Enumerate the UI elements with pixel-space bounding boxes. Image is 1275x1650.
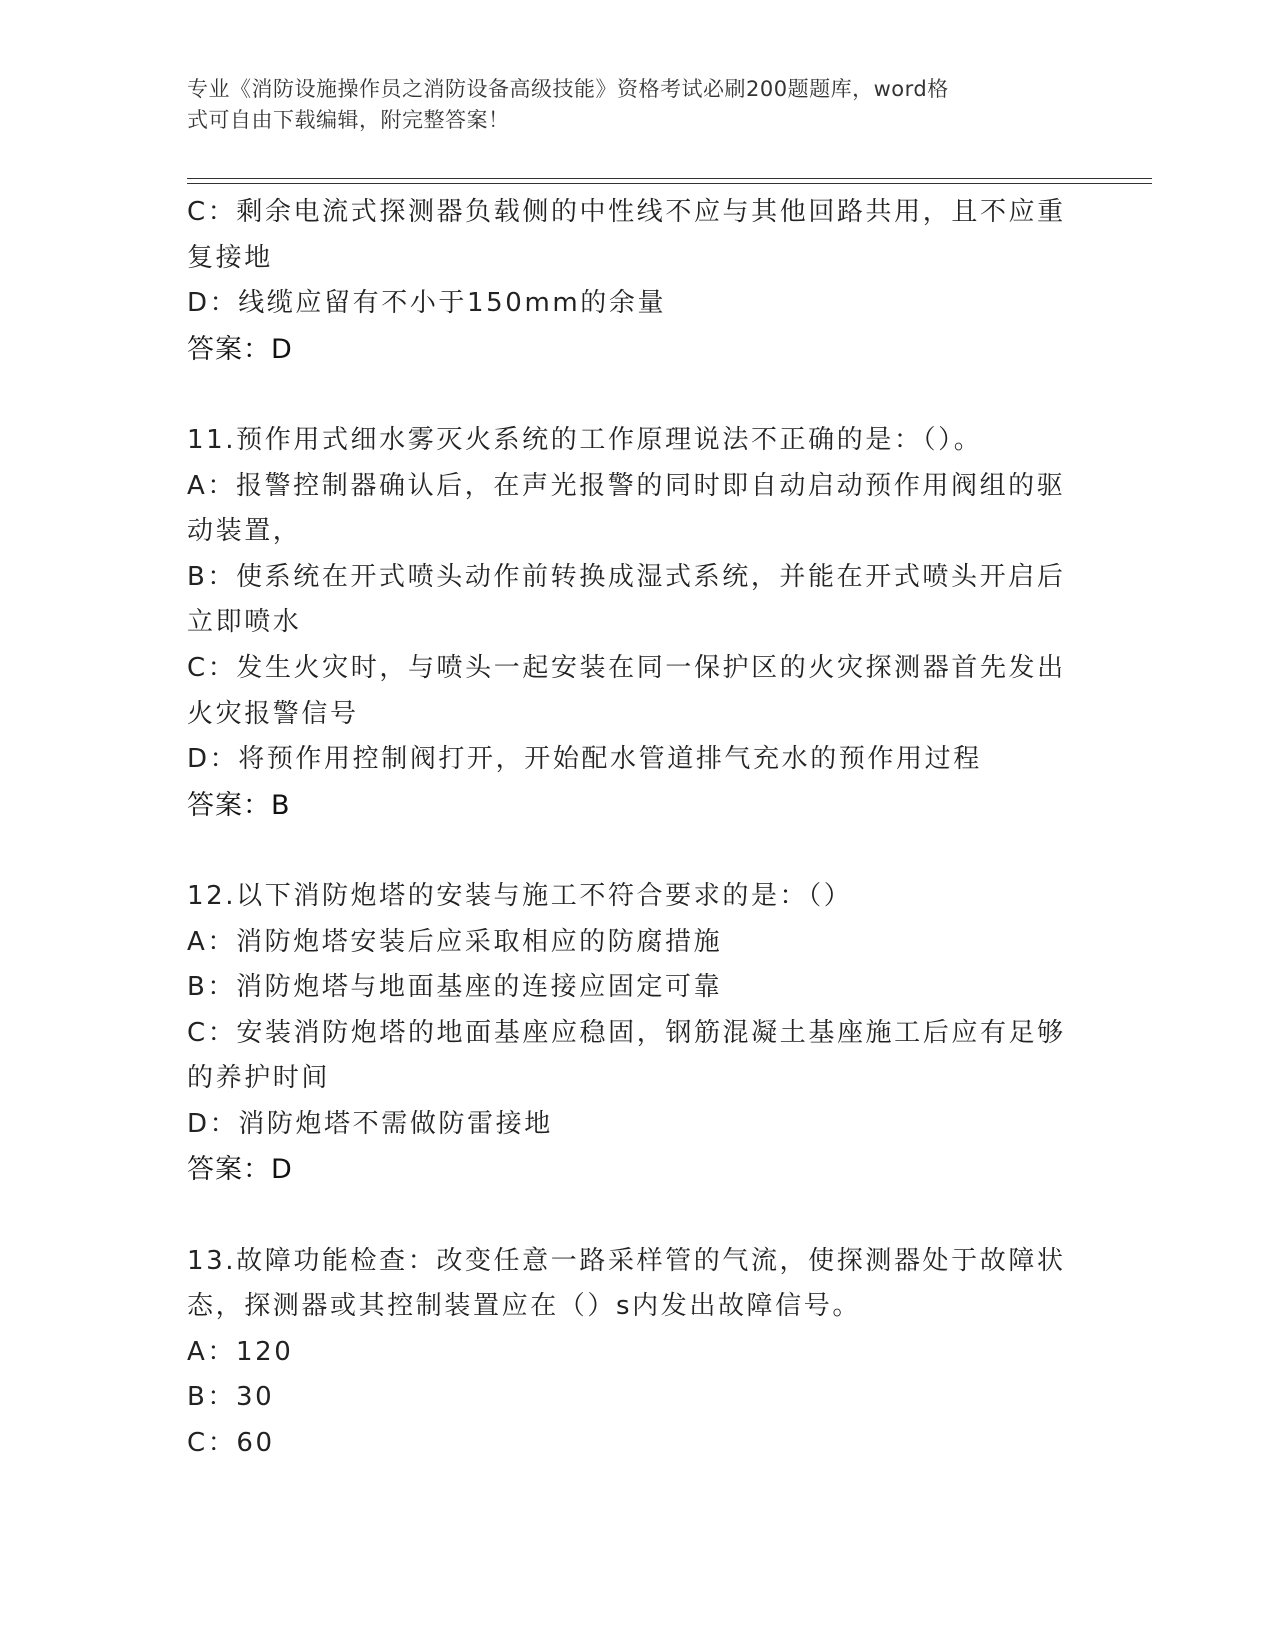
option-b-line-2: 立即喷水 [187,607,302,638]
question-12 [187,874,1087,1193]
question-text-line-2: 态，探测器或其控制装置应在（）s内发出故障信号。 [187,1291,861,1322]
question-10-tail [187,190,1087,372]
option-a-line-1: A：报警控制器确认后，在声光报警的同时即自动启动预作用阀组的驱 [187,470,1066,501]
spacer [187,1193,1087,1239]
option-c-line-2: 复接地 [187,242,273,273]
option-c: C：60 [187,1428,275,1459]
question-text: 11.预作用式细水雾灭火系统的工作原理说法不正确的是：（）。 [187,424,983,455]
option-a-line-2: 动装置， [187,516,302,547]
spacer [187,828,1087,874]
answer: 答案：D [187,1154,293,1186]
option-c-line-1: C：安装消防炮塔的地面基座应稳固，钢筋混凝土基座施工后应有足够 [187,1017,1066,1048]
option-c-line-1: C：剩余电流式探测器负载侧的中性线不应与其他回路共用，且不应重 [187,197,1066,227]
option-d: D：消防炮塔不需做防雷接地 [187,1108,553,1139]
header-rule-bottom [187,183,1152,184]
option-a: A：120 [187,1336,294,1367]
option-a: A：消防炮塔安装后应采取相应的防腐措施 [187,926,723,957]
option-b-line-1: B：使系统在开式喷头动作前转换成湿式系统，并能在开式喷头开启后 [187,561,1066,592]
question-11 [187,418,1087,828]
question-13 [187,1239,1087,1467]
option-b: B：消防炮塔与地面基座的连接应固定可靠 [187,972,723,1003]
option-d: D：线缆应留有不小于150mm的余量 [187,288,667,319]
answer: 答案：D [187,333,293,365]
spacer [187,372,1087,418]
option-c-line-2: 的养护时间 [187,1063,331,1094]
question-text: 12.以下消防炮塔的安装与施工不符合要求的是：（） [187,880,853,911]
document-header [187,74,1067,136]
header-line-1: 专业《消防设施操作员之消防设备高级技能》资格考试必刷200题题库，word格 [187,77,949,101]
header-line-2: 式可自由下载编辑，附完整答案！ [187,108,510,132]
document-body [187,190,1087,1467]
option-b: B：30 [187,1382,275,1413]
option-c-line-1: C：发生火灾时，与喷头一起安装在同一保护区的火灾探测器首先发出 [187,652,1066,683]
option-d: D：将预作用控制阀打开，开始配水管道排气充水的预作用过程 [187,744,982,775]
answer: 答案：B [187,789,291,821]
header-rule-top [187,178,1152,179]
option-c-line-2: 火灾报警信号 [187,698,359,729]
question-text-line-1: 13.故障功能检查：改变任意一路采样管的气流，使探测器处于故障状 [187,1245,1066,1276]
